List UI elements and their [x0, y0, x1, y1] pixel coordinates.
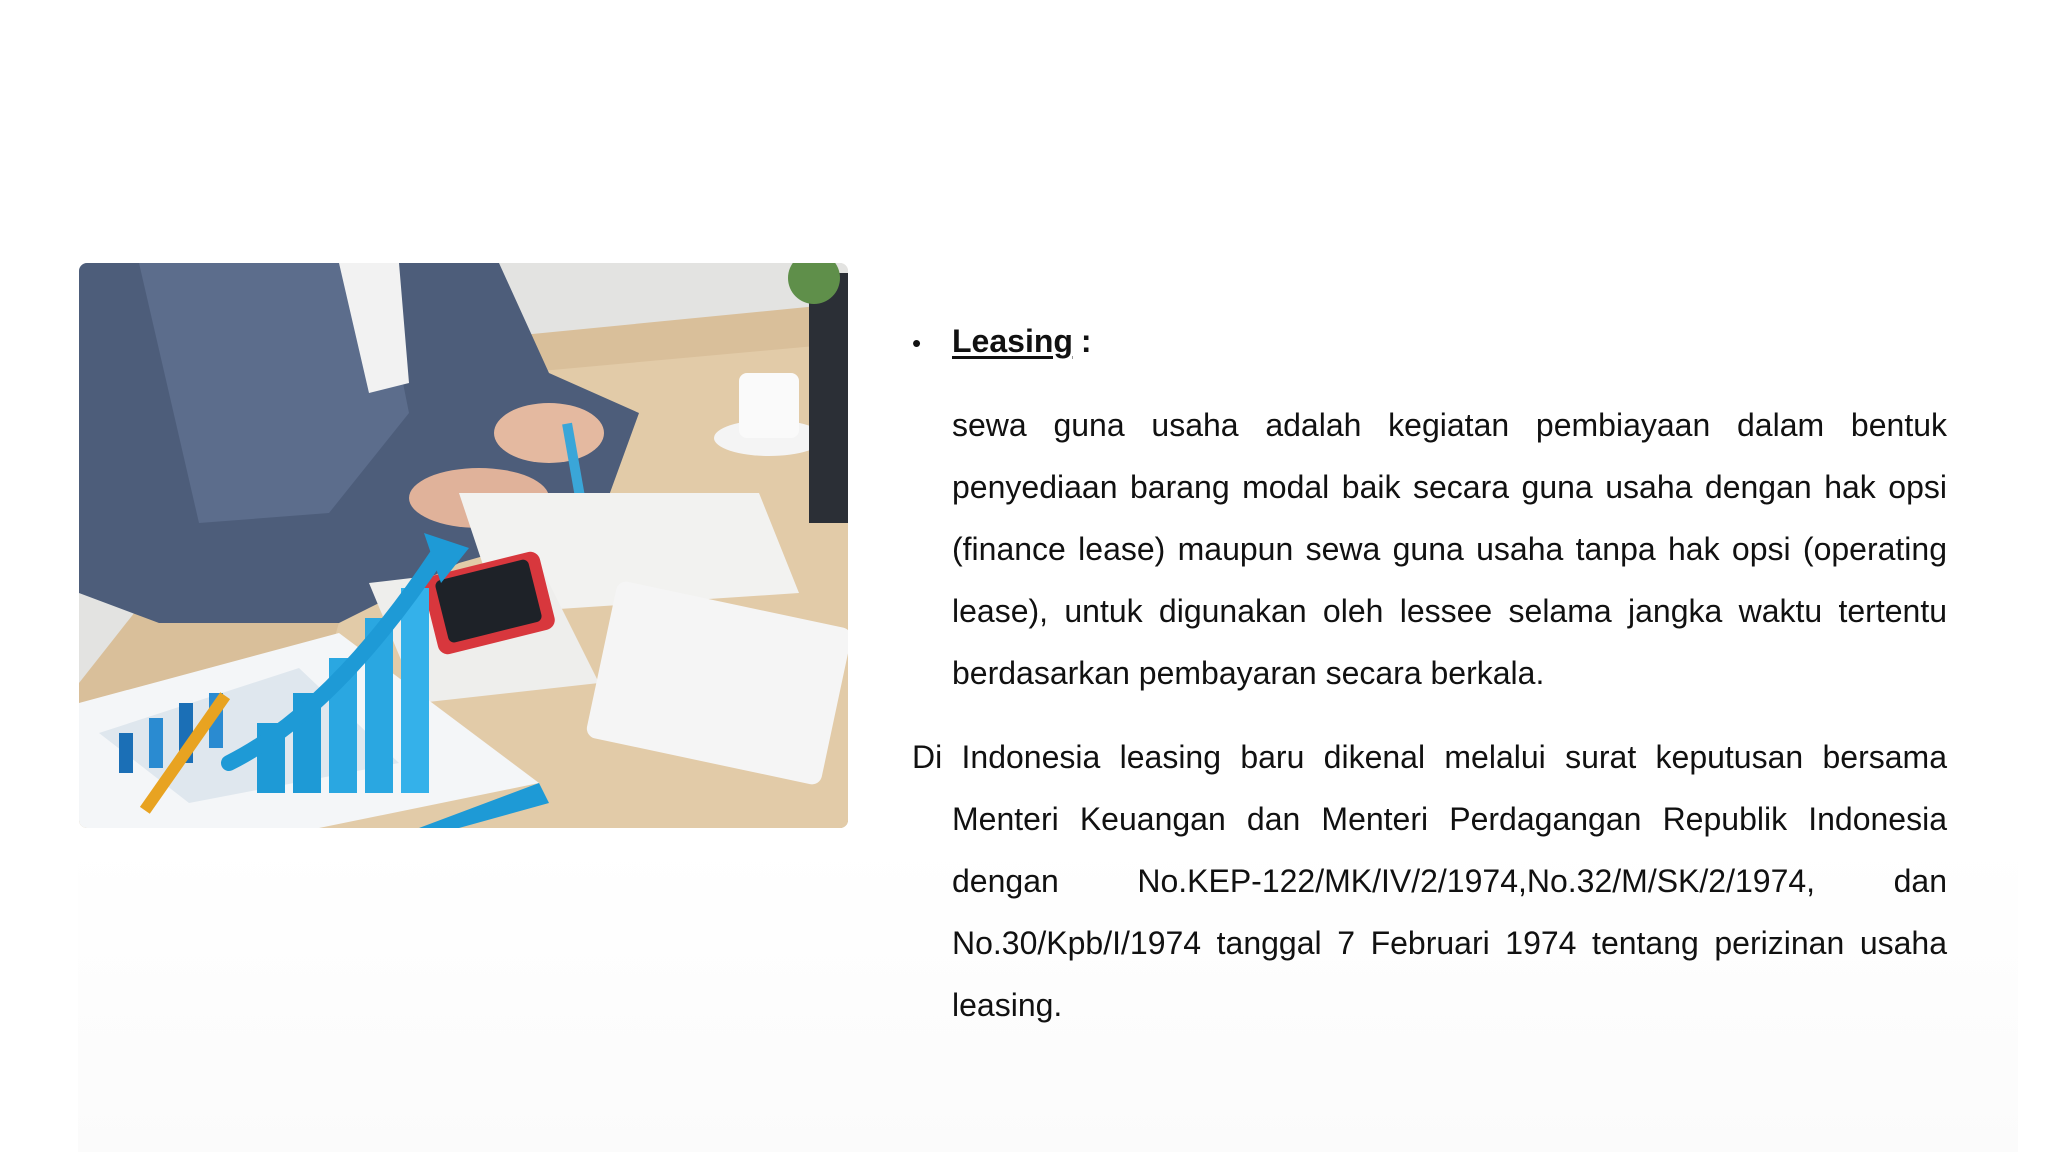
leasing-term: Leasing [952, 323, 1073, 359]
indonesia-paragraph: Di Indonesia leasing baru dikenal melalui surat keputusan bersama Menteri Keuangan dan Menteri Perdagangan Republik Indonesia dengan No.KEP-122/MK/IV/2/1974,No.32/M/SK/2/1974, dan No.30/Kpb/I/1974 tanggal 7 Februari 1974 tentang perizinan usaha leasing. [912, 739, 1947, 1023]
content-text [912, 310, 1947, 1036]
heading-colon: : [1080, 323, 1092, 359]
bullet-glyph: • [912, 328, 922, 358]
business-photo [79, 263, 848, 828]
leasing-definition: sewa guna usaha adalah kegiatan pembiayaan dalam bentuk penyediaan barang modal baik secara guna usaha dengan hak opsi (finance lease) maupun sewa guna usaha tanpa hak opsi (operating lease), untuk digunakan oleh lessee selama jangka waktu tertentu berdasarkan pembayaran secara berkala. [952, 407, 1947, 691]
bullet-heading [912, 310, 1947, 374]
